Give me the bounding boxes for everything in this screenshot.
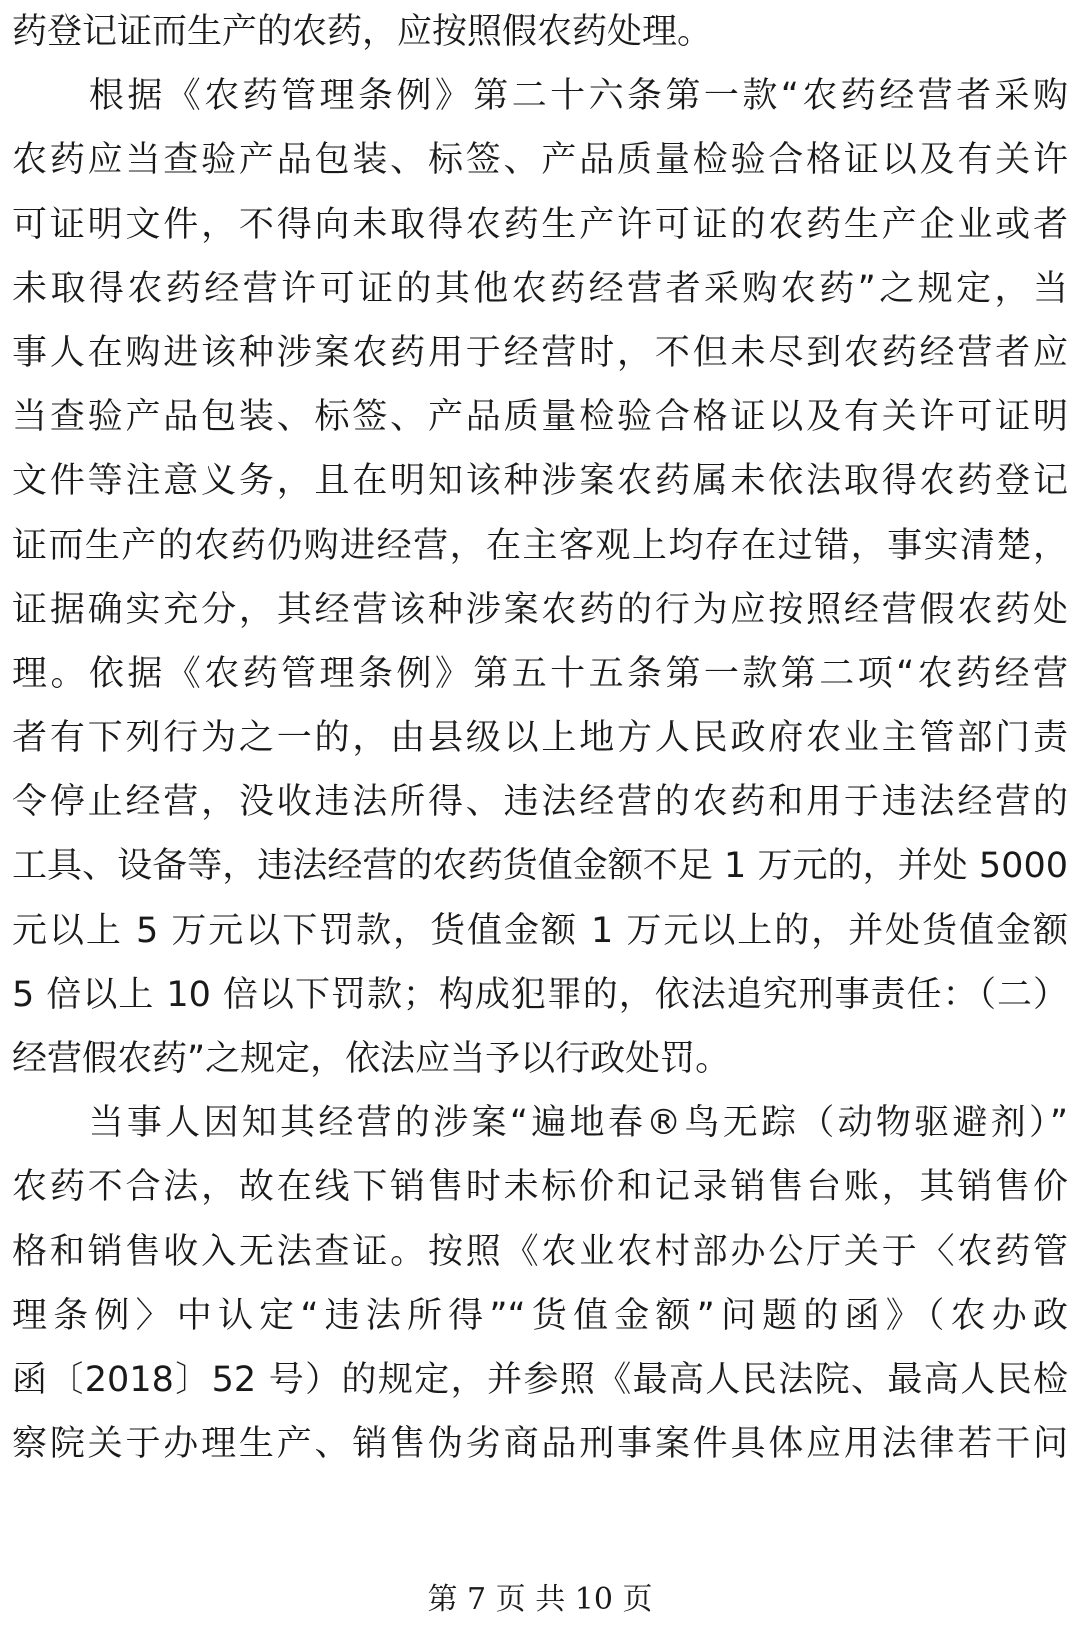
- text-line: 理条例〉中认定“违法所得”“货值金额”问题的函》（农办政: [12, 1295, 1068, 1336]
- text-line: 当事人因知其经营的涉案“遍地春®鸟无踪（动物驱避剂）”: [12, 1103, 1068, 1144]
- text-line: 农药应当查验产品包装、标签、产品质量检验合格证以及有关许: [12, 140, 1068, 181]
- text-line: 经营假农药”之规定，依法应当予以行政处罚。: [12, 1039, 731, 1079]
- text-line: 证而生产的农药仍购进经营，在主客观上均存在过错，事实清楚，: [12, 525, 1068, 566]
- page-number-footer: 第 7 页 共 10 页: [427, 1582, 653, 1617]
- text-line: 药登记证而生产的农药，应按照假农药处理。: [12, 12, 713, 52]
- text-line: 函〔2018〕52 号）的规定，并参照《最高人民法院、最高人民检: [12, 1359, 1068, 1400]
- text-line: 格和销售收入无法查证。按照《农业农村部办公厅关于〈农药管: [12, 1231, 1068, 1272]
- text-line: 文件等注意义务，且在明知该种涉案农药属未依法取得农药登记: [12, 461, 1068, 502]
- text-line: 元以上 5 万元以下罚款，货值金额 1 万元以上的，并处货值金额: [12, 910, 1068, 951]
- document-body: [12, 0, 1068, 1476]
- text-line: 未取得农药经营许可证的其他农药经营者采购农药”之规定，当: [12, 268, 1068, 309]
- text-line: 当查验产品包装、标签、产品质量检验合格证以及有关许可证明: [12, 397, 1068, 438]
- text-line: 根据《农药管理条例》第二十六条第一款“农药经营者采购: [12, 76, 1068, 117]
- text-line: 察院关于办理生产、销售伪劣商品刑事案件具体应用法律若干问: [12, 1424, 1068, 1465]
- text-line: 令停止经营，没收违法所得、违法经营的农药和用于违法经营的: [12, 782, 1068, 823]
- text-line: 证据确实充分，其经营该种涉案农药的行为应按照经营假农药处: [12, 589, 1068, 630]
- text-line: 可证明文件，不得向未取得农药生产许可证的农药生产企业或者: [12, 204, 1068, 245]
- text-line: 工具、设备等，违法经营的农药货值金额不足 1 万元的，并处 5000: [12, 846, 1068, 887]
- text-line: 理。依据《农药管理条例》第五十五条第一款第二项“农药经营: [12, 653, 1068, 694]
- text-line: 农药不合法，故在线下销售时未标价和记录销售台账，其销售价: [12, 1167, 1068, 1208]
- text-line: 事人在购进该种涉案农药用于经营时，不但未尽到农药经营者应: [12, 332, 1068, 373]
- text-line: 者有下列行为之一的，由县级以上地方人民政府农业主管部门责: [12, 718, 1068, 759]
- text-line: 5 倍以上 10 倍以下罚款；构成犯罪的，依法追究刑事责任：（二）: [12, 974, 1068, 1015]
